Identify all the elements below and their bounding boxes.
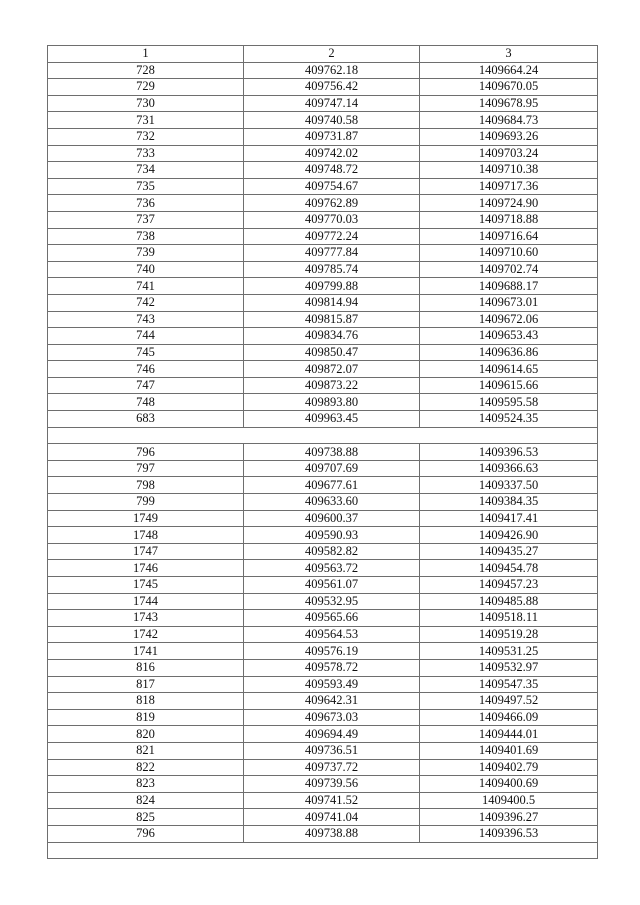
table-row xyxy=(48,361,598,378)
point-number-cell: 1743 xyxy=(48,610,244,627)
x-coordinate-cell: 409872.07 xyxy=(244,361,420,378)
table-row xyxy=(48,211,598,228)
x-coordinate-cell: 409563.72 xyxy=(244,560,420,577)
point-number-cell: 740 xyxy=(48,261,244,278)
x-coordinate-cell: 409777.84 xyxy=(244,245,420,262)
table-row xyxy=(48,294,598,311)
point-number-cell: 817 xyxy=(48,676,244,693)
y-coordinate-cell: 1409401.69 xyxy=(420,742,598,759)
y-coordinate-cell: 1409531.25 xyxy=(420,643,598,660)
point-number-cell: 798 xyxy=(48,477,244,494)
table-end-row-cell xyxy=(48,842,598,859)
y-coordinate-cell: 1409710.38 xyxy=(420,162,598,179)
table-row xyxy=(48,162,598,179)
y-coordinate-cell: 1409678.95 xyxy=(420,95,598,112)
table-row xyxy=(48,825,598,842)
point-number-cell: 820 xyxy=(48,726,244,743)
y-coordinate-cell: 1409366.63 xyxy=(420,460,598,477)
y-coordinate-cell: 1409417.41 xyxy=(420,510,598,527)
y-coordinate-cell: 1409693.26 xyxy=(420,128,598,145)
table-end-row xyxy=(48,842,598,859)
table-row xyxy=(48,560,598,577)
point-number-cell: 1747 xyxy=(48,543,244,560)
y-coordinate-cell: 1409710.60 xyxy=(420,245,598,262)
table-row xyxy=(48,460,598,477)
x-coordinate-cell: 409770.03 xyxy=(244,211,420,228)
table-row xyxy=(48,643,598,660)
point-number-cell: 819 xyxy=(48,709,244,726)
y-coordinate-cell: 1409684.73 xyxy=(420,112,598,129)
x-coordinate-cell: 409739.56 xyxy=(244,776,420,793)
coordinates-table-body xyxy=(48,46,598,859)
group-separator-row xyxy=(48,427,598,444)
table-row xyxy=(48,228,598,245)
point-number-cell: 739 xyxy=(48,245,244,262)
x-coordinate-cell: 409742.02 xyxy=(244,145,420,162)
table-row xyxy=(48,759,598,776)
table-row xyxy=(48,676,598,693)
y-coordinate-cell: 1409636.86 xyxy=(420,344,598,361)
y-coordinate-cell: 1409519.28 xyxy=(420,626,598,643)
y-coordinate-cell: 1409444.01 xyxy=(420,726,598,743)
x-coordinate-cell: 409893.80 xyxy=(244,394,420,411)
x-coordinate-cell: 409694.49 xyxy=(244,726,420,743)
x-coordinate-cell: 409762.18 xyxy=(244,62,420,79)
x-coordinate-cell: 409600.37 xyxy=(244,510,420,527)
x-coordinate-cell: 409738.88 xyxy=(244,825,420,842)
point-number-cell: 1749 xyxy=(48,510,244,527)
x-coordinate-cell: 409850.47 xyxy=(244,344,420,361)
table-row xyxy=(48,792,598,809)
point-number-cell: 730 xyxy=(48,95,244,112)
table-row xyxy=(48,178,598,195)
point-number-cell: 743 xyxy=(48,311,244,328)
y-coordinate-cell: 1409717.36 xyxy=(420,178,598,195)
point-number-cell: 728 xyxy=(48,62,244,79)
point-number-cell: 736 xyxy=(48,195,244,212)
point-number-cell: 822 xyxy=(48,759,244,776)
x-coordinate-cell: 409756.42 xyxy=(244,79,420,96)
table-row xyxy=(48,693,598,710)
point-number-cell: 741 xyxy=(48,278,244,295)
x-coordinate-cell: 409785.74 xyxy=(244,261,420,278)
x-coordinate-cell: 409799.88 xyxy=(244,278,420,295)
y-coordinate-cell: 1409400.69 xyxy=(420,776,598,793)
point-number-cell: 825 xyxy=(48,809,244,826)
point-number-cell: 738 xyxy=(48,228,244,245)
point-number-cell: 1745 xyxy=(48,577,244,594)
point-number-cell: 796 xyxy=(48,444,244,461)
table-row xyxy=(48,328,598,345)
x-coordinate-cell: 409748.72 xyxy=(244,162,420,179)
table-row xyxy=(48,95,598,112)
point-number-cell: 796 xyxy=(48,825,244,842)
table-row xyxy=(48,145,598,162)
x-coordinate-cell: 409561.07 xyxy=(244,577,420,594)
table-row xyxy=(48,411,598,428)
point-number-cell: 1744 xyxy=(48,593,244,610)
y-coordinate-cell: 1409615.66 xyxy=(420,377,598,394)
point-number-cell: 1748 xyxy=(48,527,244,544)
x-coordinate-cell: 409741.52 xyxy=(244,792,420,809)
header-cell-y: 3 xyxy=(420,46,598,63)
table-row xyxy=(48,377,598,394)
table-row xyxy=(48,659,598,676)
y-coordinate-cell: 1409396.27 xyxy=(420,809,598,826)
y-coordinate-cell: 1409454.78 xyxy=(420,560,598,577)
x-coordinate-cell: 409532.95 xyxy=(244,593,420,610)
table-row xyxy=(48,510,598,527)
x-coordinate-cell: 409582.82 xyxy=(244,543,420,560)
x-coordinate-cell: 409642.31 xyxy=(244,693,420,710)
point-number-cell: 747 xyxy=(48,377,244,394)
y-coordinate-cell: 1409702.74 xyxy=(420,261,598,278)
y-coordinate-cell: 1409457.23 xyxy=(420,577,598,594)
point-number-cell: 824 xyxy=(48,792,244,809)
x-coordinate-cell: 409593.49 xyxy=(244,676,420,693)
point-number-cell: 1742 xyxy=(48,626,244,643)
table-row xyxy=(48,742,598,759)
table-row xyxy=(48,79,598,96)
header-cell-x: 2 xyxy=(244,46,420,63)
table-row xyxy=(48,444,598,461)
point-number-cell: 799 xyxy=(48,494,244,511)
y-coordinate-cell: 1409384.35 xyxy=(420,494,598,511)
y-coordinate-cell: 1409688.17 xyxy=(420,278,598,295)
y-coordinate-cell: 1409670.05 xyxy=(420,79,598,96)
table-row xyxy=(48,776,598,793)
y-coordinate-cell: 1409653.43 xyxy=(420,328,598,345)
table-row xyxy=(48,311,598,328)
y-coordinate-cell: 1409524.35 xyxy=(420,411,598,428)
x-coordinate-cell: 409747.14 xyxy=(244,95,420,112)
x-coordinate-cell: 409738.88 xyxy=(244,444,420,461)
point-number-cell: 735 xyxy=(48,178,244,195)
point-number-cell: 823 xyxy=(48,776,244,793)
group-separator-row-cell xyxy=(48,427,598,444)
point-number-cell: 1741 xyxy=(48,643,244,660)
table-row xyxy=(48,477,598,494)
y-coordinate-cell: 1409664.24 xyxy=(420,62,598,79)
y-coordinate-cell: 1409466.09 xyxy=(420,709,598,726)
point-number-cell: 797 xyxy=(48,460,244,477)
table-row xyxy=(48,344,598,361)
point-number-cell: 729 xyxy=(48,79,244,96)
y-coordinate-cell: 1409672.06 xyxy=(420,311,598,328)
table-row xyxy=(48,726,598,743)
y-coordinate-cell: 1409614.65 xyxy=(420,361,598,378)
point-number-cell: 746 xyxy=(48,361,244,378)
x-coordinate-cell: 409673.03 xyxy=(244,709,420,726)
x-coordinate-cell: 409564.53 xyxy=(244,626,420,643)
y-coordinate-cell: 1409396.53 xyxy=(420,825,598,842)
y-coordinate-cell: 1409402.79 xyxy=(420,759,598,776)
point-number-cell: 732 xyxy=(48,128,244,145)
x-coordinate-cell: 409590.93 xyxy=(244,527,420,544)
point-number-cell: 737 xyxy=(48,211,244,228)
table-row xyxy=(48,809,598,826)
y-coordinate-cell: 1409400.5 xyxy=(420,792,598,809)
x-coordinate-cell: 409740.58 xyxy=(244,112,420,129)
x-coordinate-cell: 409741.04 xyxy=(244,809,420,826)
point-number-cell: 816 xyxy=(48,659,244,676)
point-number-cell: 1746 xyxy=(48,560,244,577)
y-coordinate-cell: 1409518.11 xyxy=(420,610,598,627)
y-coordinate-cell: 1409724.90 xyxy=(420,195,598,212)
x-coordinate-cell: 409834.76 xyxy=(244,328,420,345)
x-coordinate-cell: 409772.24 xyxy=(244,228,420,245)
x-coordinate-cell: 409762.89 xyxy=(244,195,420,212)
table-row xyxy=(48,577,598,594)
point-number-cell: 818 xyxy=(48,693,244,710)
table-row xyxy=(48,709,598,726)
table-row xyxy=(48,593,598,610)
x-coordinate-cell: 409873.22 xyxy=(244,377,420,394)
x-coordinate-cell: 409576.19 xyxy=(244,643,420,660)
table-row xyxy=(48,610,598,627)
y-coordinate-cell: 1409426.90 xyxy=(420,527,598,544)
x-coordinate-cell: 409633.60 xyxy=(244,494,420,511)
table-row xyxy=(48,394,598,411)
x-coordinate-cell: 409707.69 xyxy=(244,460,420,477)
y-coordinate-cell: 1409716.64 xyxy=(420,228,598,245)
x-coordinate-cell: 409677.61 xyxy=(244,477,420,494)
table-row xyxy=(48,195,598,212)
point-number-cell: 821 xyxy=(48,742,244,759)
y-coordinate-cell: 1409673.01 xyxy=(420,294,598,311)
x-coordinate-cell: 409578.72 xyxy=(244,659,420,676)
point-number-cell: 745 xyxy=(48,344,244,361)
table-row xyxy=(48,494,598,511)
y-coordinate-cell: 1409547.35 xyxy=(420,676,598,693)
point-number-cell: 748 xyxy=(48,394,244,411)
y-coordinate-cell: 1409396.53 xyxy=(420,444,598,461)
table-row xyxy=(48,527,598,544)
x-coordinate-cell: 409731.87 xyxy=(244,128,420,145)
y-coordinate-cell: 1409718.88 xyxy=(420,211,598,228)
x-coordinate-cell: 409963.45 xyxy=(244,411,420,428)
table-row xyxy=(48,278,598,295)
table-row xyxy=(48,128,598,145)
y-coordinate-cell: 1409337.50 xyxy=(420,477,598,494)
y-coordinate-cell: 1409435.27 xyxy=(420,543,598,560)
x-coordinate-cell: 409814.94 xyxy=(244,294,420,311)
table-row xyxy=(48,245,598,262)
point-number-cell: 731 xyxy=(48,112,244,129)
x-coordinate-cell: 409754.67 xyxy=(244,178,420,195)
table-row xyxy=(48,626,598,643)
table-row xyxy=(48,112,598,129)
x-coordinate-cell: 409565.66 xyxy=(244,610,420,627)
y-coordinate-cell: 1409497.52 xyxy=(420,693,598,710)
y-coordinate-cell: 1409532.97 xyxy=(420,659,598,676)
table-header-row xyxy=(48,46,598,63)
point-number-cell: 733 xyxy=(48,145,244,162)
coordinates-table xyxy=(47,45,598,859)
y-coordinate-cell: 1409595.58 xyxy=(420,394,598,411)
point-number-cell: 683 xyxy=(48,411,244,428)
point-number-cell: 744 xyxy=(48,328,244,345)
x-coordinate-cell: 409736.51 xyxy=(244,742,420,759)
y-coordinate-cell: 1409485.88 xyxy=(420,593,598,610)
table-row xyxy=(48,543,598,560)
y-coordinate-cell: 1409703.24 xyxy=(420,145,598,162)
x-coordinate-cell: 409815.87 xyxy=(244,311,420,328)
table-row xyxy=(48,62,598,79)
point-number-cell: 742 xyxy=(48,294,244,311)
point-number-cell: 734 xyxy=(48,162,244,179)
table-row xyxy=(48,261,598,278)
header-cell-point: 1 xyxy=(48,46,244,63)
x-coordinate-cell: 409737.72 xyxy=(244,759,420,776)
